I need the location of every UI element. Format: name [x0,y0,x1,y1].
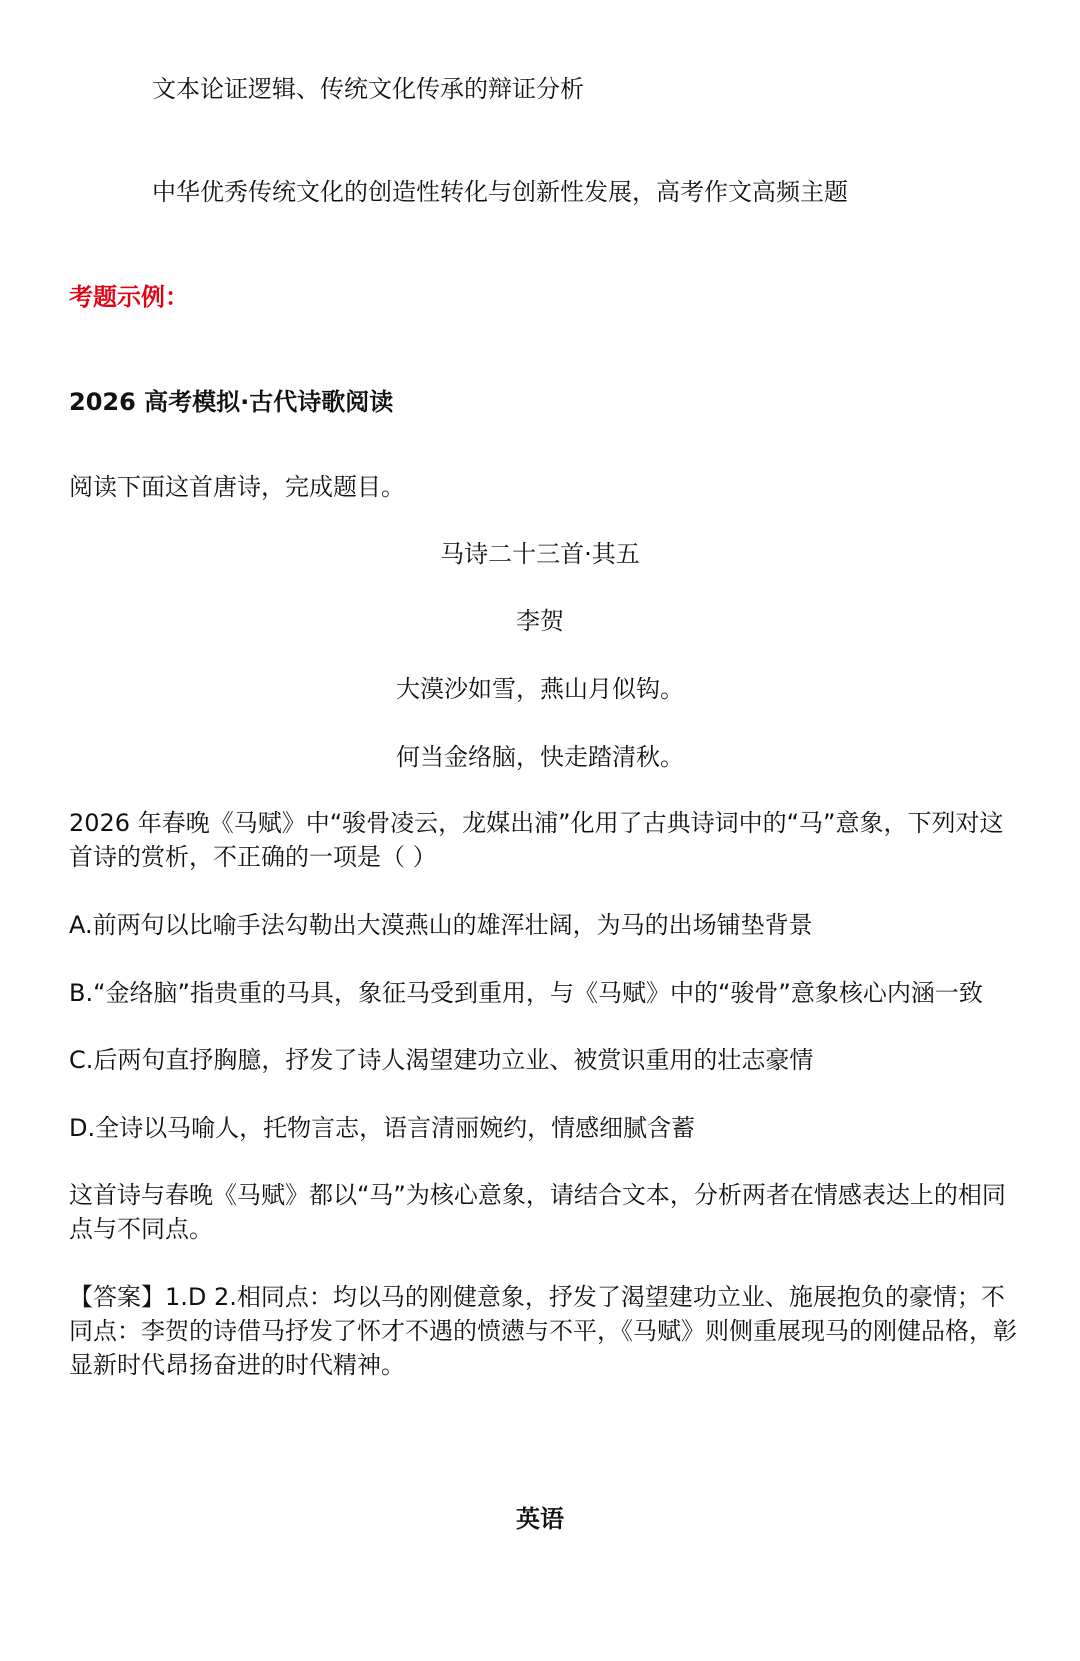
next-section-heading: 英语 [516,1505,564,1533]
section-title: 2026 高考模拟·古代诗歌阅读 [69,388,394,416]
option-c: C.后两句直抒胸臆，抒发了诗人渴望建功立业、被赏识重用的壮志豪情 [69,1046,814,1074]
answer-text: 【答案】1.D 2.相同点：均以马的刚健意象，抒发了渴望建功立业、施展抱负的豪情；不同点：李贺的诗借马抒发了怀才不遇的愤懑与不平，《马赋》则侧重展现马的刚健品格，彰显新时代昂扬奋进的时代精神。 [69,1283,1017,1379]
intro-line-2: 中华优秀传统文化的创造性转化与创新性发展，高考作文高频主题 [152,178,848,206]
option-a: A.前两句以比喻手法勾勒出大漠燕山的雄浑壮阔，为马的出场铺垫背景 [69,911,813,939]
question-1-stem: 2026 年春晚《马赋》中“骏骨凌云，龙媒出浦”化用了古典诗词中的“马”意象，下列对这首诗的赏析，不正确的一项是（ ） [69,809,1004,871]
poem-line-2: 何当金络脑，快走踏清秋。 [396,743,684,771]
instruction-text: 阅读下面这首唐诗，完成题目。 [69,473,405,501]
poem-title: 马诗二十三首·其五 [440,540,640,568]
intro-line-1: 文本论证逻辑、传统文化传承的辩证分析 [152,75,584,103]
option-d: D.全诗以马喻人，托物言志，语言清丽婉约，情感细腻含蓄 [69,1114,696,1142]
question-2: 这首诗与春晚《马赋》都以“马”为核心意象，请结合文本，分析两者在情感表达上的相同点与不同点。 [69,1181,1006,1243]
poem-line-1: 大漠沙如雪，燕山月似钩。 [396,675,684,703]
option-b: B.“金络脑”指贵重的马具，象征马受到重用，与《马赋》中的“骏骨”意象核心内涵一致 [69,979,983,1007]
example-label: 考题示例： [69,283,189,311]
poem-author: 李贺 [516,607,564,635]
